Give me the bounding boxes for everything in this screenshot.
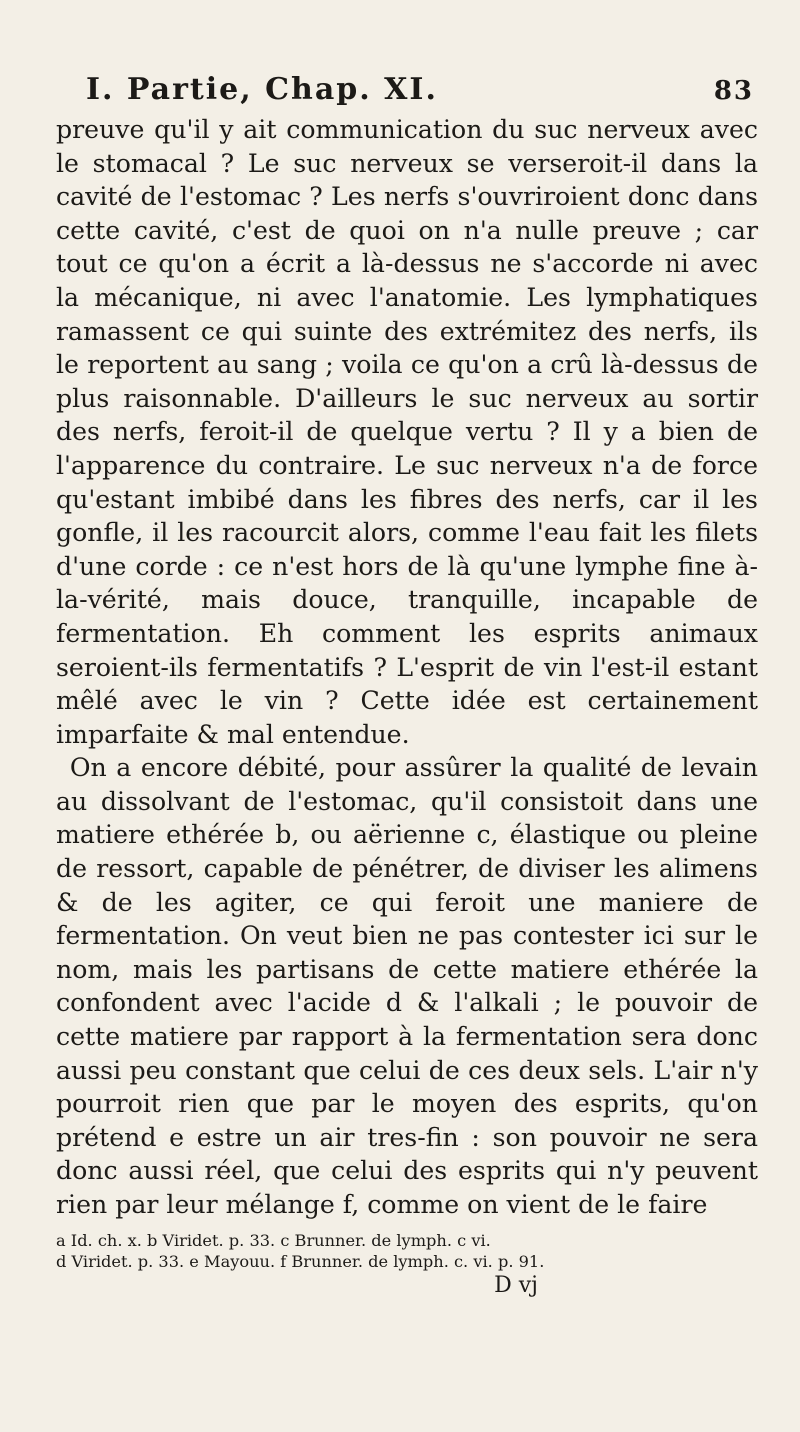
footnote-line: d Viridet. p. 33. e Mayouu. f Brunner. de lymph. c. vi. p. 91. xyxy=(56,1251,545,1271)
running-header xyxy=(86,72,758,107)
paragraph: preuve qu'il y ait communication du suc nerveux avec le stomacal ? Le suc nerveux se verseroit-il dans la cavité de l'estomac ? Les nerfs s'ouvriroient donc dans cette cavité, c'est de quoi on n'a nulle preuve ; car tout ce qu'on a écrit a là-dessus ne s'accorde ni avec la mécanique, ni avec l'anatomie. Les lymphatiques ramassent ce qui suinte des extrémitez des nerfs, ils le reportent au sang ; voila ce qu'on a crû là-dessus de plus raisonnable. D'ailleurs le suc nerveux au sortir des nerfs, feroit-il de quelque vertu ? Il y a bien de l'apparence du contraire. Le suc nerveux n'a de force qu'estant imbibé dans les fibres des nerfs, car il les gonfle, il les racourcit alors, comme l'eau fait les filets d'une corde : ce n'est hors de là qu'une lymphe fine à-la-vérité, mais douce, tranquille, incapable de fermentation. Eh comment les esprits animaux seroient-ils fermentatifs ? L'esprit de vin l'est-il estant mêlé avec le vin ? Cette idée est certainement imparfaite & mal entendue. xyxy=(56,115,758,749)
signature-mark: D vj xyxy=(494,1272,538,1298)
paragraph: On a encore débité, pour assûrer la qualité de levain au dissolvant de l'estomac, qu'il consistoit dans une matiere ethérée b, ou aërienne c, élastique ou pleine de ressort, capable de pénétrer, de diviser les alimens & de les agiter, ce qui feroit une maniere de fermentation. On veut bien ne pas contester ici sur le nom, mais les partisans de cette matiere ethérée la confondent avec l'acide d & l'alkali ; le pouvoir de cette matiere par rapport à la fermentation sera donc aussi peu constant que celui de ces deux sels. L'air n'y pourroit rien que par le moyen des esprits, qu'on prétend e estre un air tres-fin : son pouvoir ne sera donc aussi réel, que celui des esprits qui n'y peuvent rien par leur mélange f, comme on vient de le faire xyxy=(56,753,758,1219)
page-number: 83 xyxy=(713,76,754,106)
footnote-line: a Id. ch. x. b Viridet. p. 33. c Brunner. de lymph. c vi. xyxy=(56,1230,491,1250)
footnotes xyxy=(56,1230,758,1272)
header-title: I. Partie, Chap. XI. xyxy=(86,72,438,107)
page-body xyxy=(56,113,758,1222)
